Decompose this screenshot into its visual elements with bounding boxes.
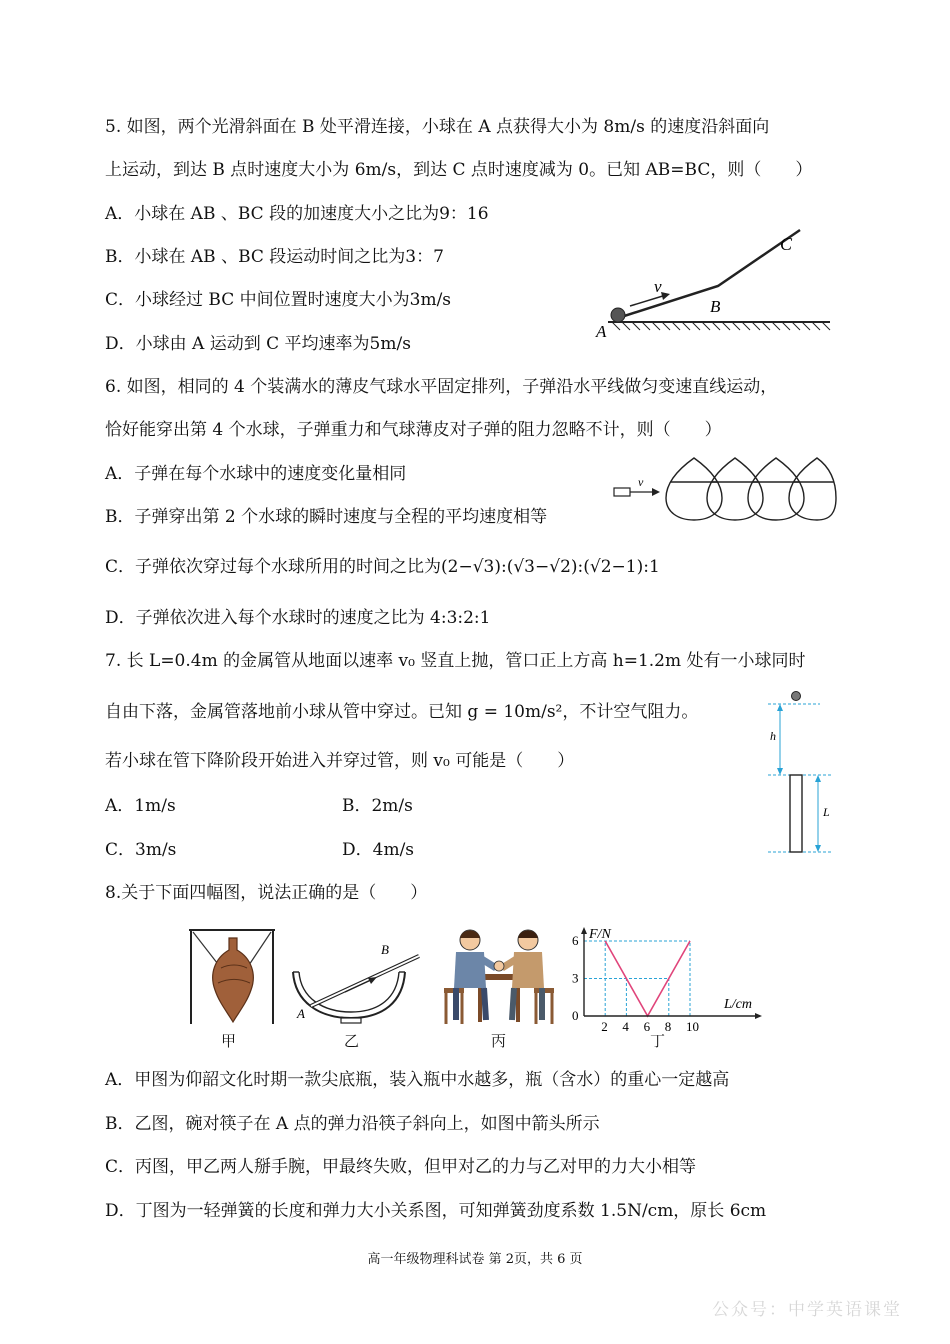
q8-caption-ding: 丁 bbox=[650, 1032, 666, 1050]
chart-x-label: L/cm bbox=[724, 997, 752, 1012]
q7-option-c: C．3m/s bbox=[105, 840, 177, 860]
q6-stem-line1: 6. 如图，相同的 4 个装满水的薄皮气球水平固定排列，子弹沿水平线做匀变速直线运动， bbox=[105, 377, 778, 397]
page-footer: 高一年级物理科试卷 第 2页，共 6 页 bbox=[367, 1252, 583, 1267]
q7-tube-figure bbox=[758, 686, 848, 861]
q7-label-h: h bbox=[770, 729, 776, 743]
q7-label-l: L bbox=[823, 805, 830, 819]
q7-stem-line2: 自由下落，金属管落地前小球从管中穿过。已知 g = 10m/s²，不计空气阻力。 bbox=[105, 702, 699, 722]
q6-option-d: D．子弹依次进入每个水球时的速度之比为 4:3:2:1 bbox=[105, 608, 491, 628]
chart-x-tick-8: 8 bbox=[664, 1019, 672, 1032]
chart-y-label: F/N bbox=[589, 927, 611, 942]
bullet bbox=[614, 488, 630, 496]
bottle bbox=[213, 938, 254, 1022]
q6-stem-line2: 恰好能穿出第 4 个水球，子弹重力和气球薄皮对子弹的阻力忽略不计，则（ ） bbox=[105, 420, 722, 440]
q8-figure-ding-chart bbox=[562, 920, 767, 1032]
q5-label-b: B bbox=[710, 297, 721, 316]
q8-option-c: C．丙图，甲乙两人掰手腕，甲最终失败，但甲对乙的力与乙对甲的力大小相等 bbox=[105, 1157, 697, 1177]
q5-incline-figure bbox=[590, 222, 840, 342]
q8-option-d: D．丁图为一轻弹簧的长度和弹力大小关系图，可知弹簧劲度系数 1.5N/cm，原长 6cm bbox=[105, 1201, 767, 1221]
q8-yi-label-a: A bbox=[297, 1006, 305, 1021]
watermark: 公众号：中学英语课堂 bbox=[712, 1300, 902, 1320]
chart-x-tick-4: 4 bbox=[622, 1019, 629, 1032]
q8-figure-yi bbox=[285, 940, 425, 1025]
q6-option-b: B．子弹穿出第 2 个水球的瞬时速度与全程的平均速度相等 bbox=[105, 507, 548, 527]
chart-series-line-0 bbox=[605, 941, 690, 1016]
q5-stem-line2: 上运动，到达 B 点时速度大小为 6m/s，到达 C 点时速度减为 0。已知 AB=BC，则（ ） bbox=[105, 160, 813, 180]
q7-stem-line1: 7. 长 L=0.4m 的金属管从地面以速率 v₀ 竖直上抛，管口正上方高 h=1.2m 处有一小球同时 bbox=[105, 651, 806, 671]
metal-tube bbox=[790, 775, 802, 852]
ball bbox=[611, 308, 625, 322]
small-ball bbox=[792, 692, 801, 701]
q5-option-a: A．小球在 AB 、BC 段的加速度大小之比为9：16 bbox=[105, 204, 489, 224]
q5-label-v: v bbox=[654, 277, 662, 296]
q8-figure-jia bbox=[185, 928, 280, 1028]
q5-label-a: A bbox=[596, 322, 607, 341]
q7-option-b: B．2m/s bbox=[342, 796, 413, 816]
q6-water-balloons-figure bbox=[610, 452, 840, 524]
q8-caption-jia: 甲 bbox=[221, 1032, 237, 1050]
q5-stem-line1: 5. 如图，两个光滑斜面在 B 处平滑连接，小球在 A 点获得大小为 8m/s 的速度沿斜面向 bbox=[105, 117, 770, 137]
q7-option-a: A．1m/s bbox=[105, 796, 176, 816]
q5-option-c: C．小球经过 BC 中间位置时速度大小为3m/s bbox=[105, 290, 452, 310]
chart-y-tick-6: 6 bbox=[572, 933, 579, 948]
q5-option-d: D．小球由 A 运动到 C 平均速率为5m/s bbox=[105, 334, 411, 354]
q6-option-a: A．子弹在每个水球中的速度变化量相同 bbox=[105, 464, 407, 484]
q5-label-c: C bbox=[780, 234, 793, 254]
q8-yi-label-b: B bbox=[381, 942, 389, 957]
q6-label-v: v bbox=[638, 475, 644, 489]
q8-caption-bing: 丙 bbox=[491, 1032, 507, 1050]
q7-stem-line3: 若小球在管下降阶段开始进入并穿过管，则 v₀ 可能是（ ） bbox=[105, 751, 575, 771]
q6-option-c: C．子弹依次穿过每个水球所用的时间之比为(2−√3):(√3−√2):(√2−1):1 bbox=[105, 557, 660, 577]
q8-option-a: A．甲图为仰韶文化时期一款尖底瓶，装入瓶中水越多，瓶（含水）的重心一定越高 bbox=[105, 1070, 730, 1090]
chart-y-tick-3: 3 bbox=[572, 970, 579, 986]
q7-option-d: D．4m/s bbox=[342, 840, 415, 860]
chart-x-tick-6: 6 bbox=[643, 1019, 651, 1032]
chart-x-tick-10: 10 bbox=[686, 1019, 699, 1032]
q8-stem: 8.关于下面四幅图，说法正确的是（ ） bbox=[105, 883, 428, 903]
q8-figure-bing bbox=[440, 928, 558, 1028]
chart-y-tick-0: 0 bbox=[572, 1008, 579, 1023]
q8-option-b: B．乙图，碗对筷子在 A 点的弹力沿筷子斜向上，如图中箭头所示 bbox=[105, 1114, 600, 1134]
chart-x-tick-2: 2 bbox=[601, 1019, 608, 1032]
q8-caption-yi: 乙 bbox=[344, 1032, 360, 1050]
q5-option-b: B．小球在 AB 、BC 段运动时间之比为3：7 bbox=[105, 247, 444, 267]
